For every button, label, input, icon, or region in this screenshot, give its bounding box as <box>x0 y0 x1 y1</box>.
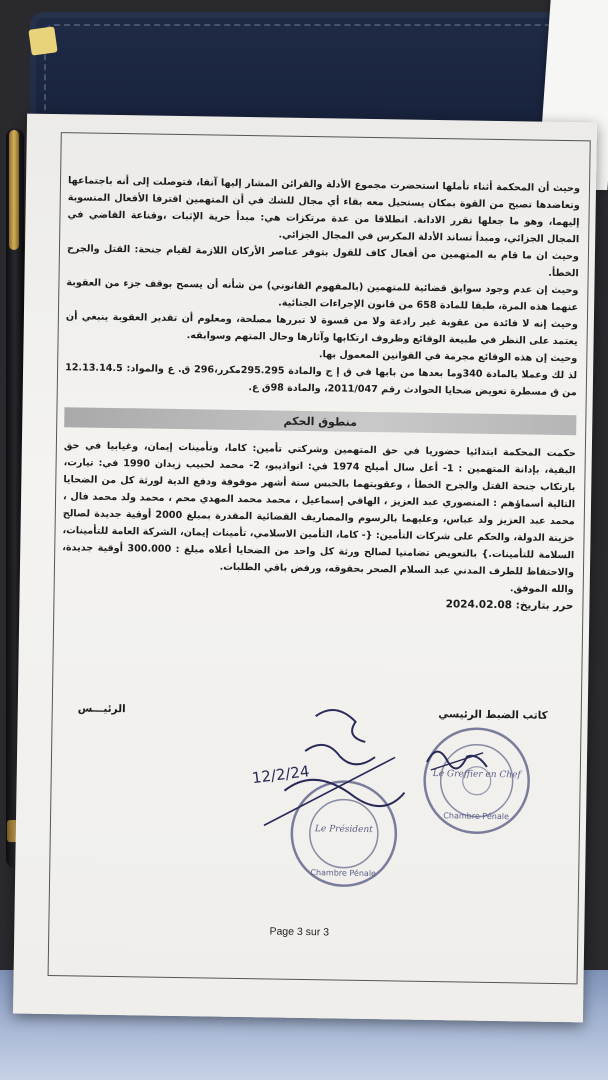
paragraph-legal-basis: لذ لك وعملا بالمادة 340وما بعدها من بابها في ق إ ج والمادة 295.295مكرر،296 ق. ع والمواد: 12.13.14.5 من ق مسطرة تعويض ضحايا الحوادث رقم 2011/047، والمادة 98ق ع. <box>65 362 578 399</box>
paragraph-elements: وحيث ان ما قام به المتهمين من أفعال كاف للقول بتوفر عناصر الأركان اللازمة لقيام جنحة: القتل والجرح الخطأ. <box>66 243 580 280</box>
ruling-heading: منطوق الحكم <box>283 414 358 429</box>
signatory-clerk: كاتب الضبط الرئيسي <box>438 708 548 722</box>
ruling-heading-band <box>64 407 576 435</box>
signatory-president: الرئيـــس <box>77 702 126 716</box>
paragraph-sentence: وحيث إنه لا فائدة من عقوبة غير رادعة ولا من قسوة لا تبررها مصلحة، ومعلوم أن تقدير العقوبة ينبغي أن يعتمد على النظر في طبيعة الوقائع وظروف ارتكابها وآثارها وحال المتهم وسوابقه. <box>65 311 578 348</box>
clerk-stamp-text-2: Chambre Pénale <box>443 811 509 822</box>
handwritten-date: 12/2/24 <box>250 762 311 788</box>
president-stamp-text-1: Le Président <box>314 824 373 836</box>
president-signature <box>244 695 416 848</box>
closing-line: والله الموفق. <box>509 583 574 596</box>
page-number: Page 3 sur 3 <box>269 925 330 939</box>
president-stamp-text-2: Chambre Pénale <box>310 868 377 879</box>
document-body <box>61 172 580 615</box>
paragraph-evidence: وحيث أن المحكمة أثناء تأملها استحضرت مجموع الأدلة والقرائن المشار إليها آنفا، فتوصلت إلى أنه باجتماعها وتعاضدها تصبح من القوة بمكان يستحيل معه بقاء أي مجال للشك في أن المتهمين اقترفا الأفعال المنسوبة إليهما، وهو ما جعلها تقرر الادانة. انطلاقا من عدة مرتكزات هي: مبدأ حرية الإثبات ،وقناعة القاضي في المجال الجزائي، ومبدأ تساند الأدلة المكرس في المجال الجزائي. <box>67 175 581 246</box>
paragraph-no-record: وحيث إن عدم وجود سوابق قضائية للمتهمين (بالمفهوم القانوني) من شأنه أن يسمح بوقف جزء من العقوبة عنهما هذه المرة، طبقا للمادة 658 من قانون الإجراءات الجنائية. <box>66 277 579 314</box>
yellow-sticky-tab <box>28 26 57 55</box>
clerk-signature <box>417 732 498 783</box>
date-line: حرر بتاريخ: 2024.02.08 <box>445 598 574 613</box>
paragraph-criminalized: وحيث إن هذه الوقائع مجرمة في القوانين المعمول بها. <box>318 349 578 365</box>
pen-clip <box>9 130 19 250</box>
document-page <box>13 114 597 1023</box>
clerk-stamp-text-1: Le Greffier en Chef <box>432 769 521 781</box>
ruling-text: حكمت المحكمة ابتدائيا حضوريا في حق المتهمين وشركتي تأمين: كاما، وتأمينات إيمان، وغيابيا في حق البقية، بإدانة المتهمين : 1- أعل سال أميلح 1974 في: انواذيبو، 2- محمد لحبيب زيدان 1990 في: تيارت، بارتكاب جنحة القتل والجرح الخطأ ، وعقوبتهما بالحبس ستة أشهر موقوفة ودفع الدية لورثة كل من الضحايا التالية أسماؤهم : المنصوري عبد العزيز ، الهاقي إسماعيل ، محمد محمد المهدي محم ، محمد ولد محمد فال ، محمد عبد العزيز ولد عباس، وعليهما بالرسوم والمصاريف القضائية المقدرة بمبلغ 2000 أوقية جديدة لصالح خزينة الدولة، والحكم على شركات التأمين: {- كاما، التأمين الاسلامي، تأمينات إيمان، الشركة العامة للتأمينات، السلامة للتأمينات.} بالتعويض تضامنيا لصالح ورثة كل واحد من الضحايا أعلاه مبلغ : 300.000 أوقية جديدة، والاحتفاظ للطرف المدني عبد السلام الصحر بحقوقه، ورفض باقي الطلبات. <box>62 440 576 579</box>
